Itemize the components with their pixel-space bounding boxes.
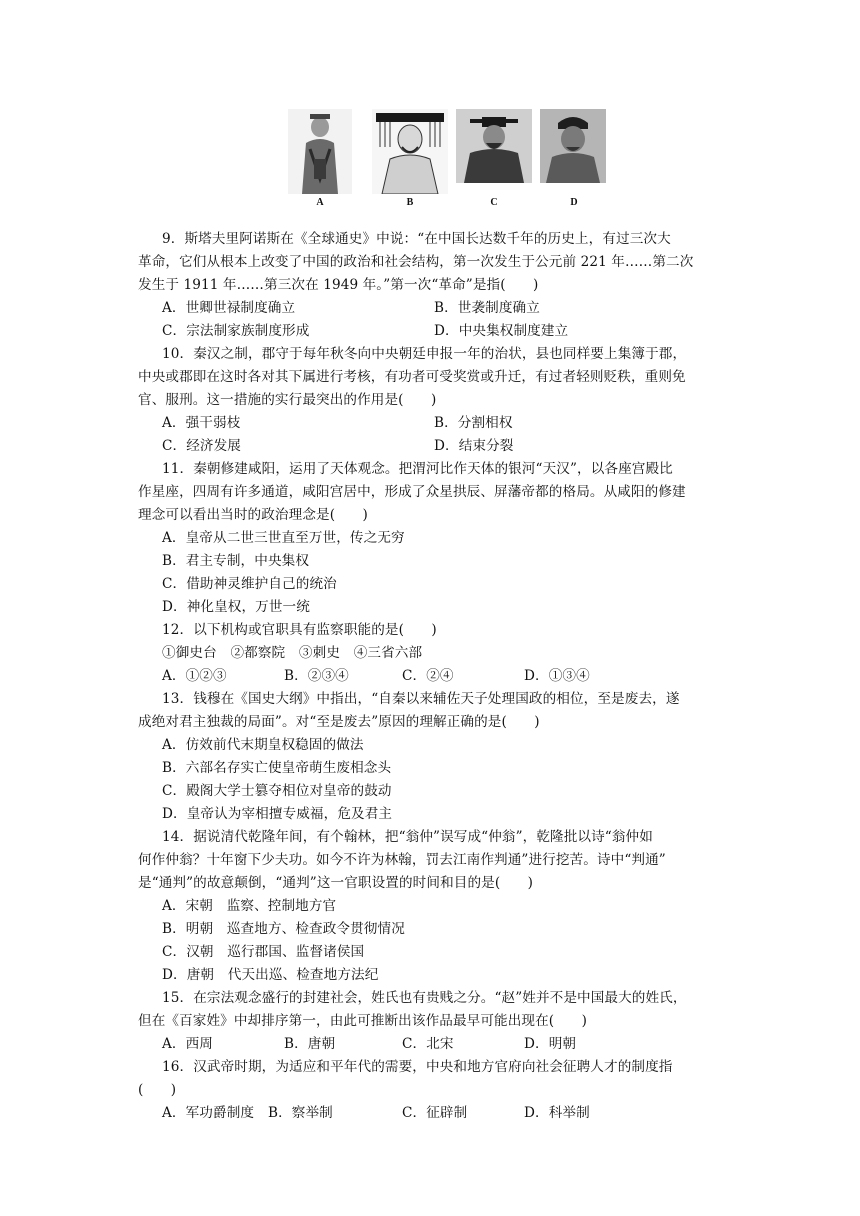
q10-option-b[interactable]: B．分割相权: [434, 415, 513, 431]
q14-line-2: 何作仲翁？十年窗下少夫功。如今不许为林翰，罚去江南作判通”进行挖苦。诗中“判通”: [138, 852, 666, 868]
portrait-figure: [288, 109, 608, 215]
q12-option-c[interactable]: C．②④: [402, 668, 454, 684]
q14-option-b[interactable]: B．明朝 巡查地方、检查政令贯彻情况: [162, 921, 405, 937]
portrait-c-label: C: [490, 197, 498, 208]
q10-line-1: 10．秦汉之制，郡守于每年秋冬向中央朝廷申报一年的治状，县也同样要上集簿于郡，: [162, 346, 687, 362]
q14-line-3: 是“通判”的故意颠倒，“通判”这一官职设置的时间和目的是( ): [138, 875, 534, 891]
q9-line-1: 9．斯塔夫里阿诺斯在《全球通史》中说：“在中国长达数千年的历史上，有过三次大: [162, 231, 671, 247]
q12-items: ①御史台 ②都察院 ③刺史 ④三省六部: [162, 645, 423, 661]
q14-line-1: 14．据说清代乾隆年间，有个翰林，把“翁仲”误写成“仲翁”，乾隆批以诗“翁仲如: [162, 829, 653, 845]
portrait-d-label: D: [570, 197, 578, 208]
portrait-b-label: B: [406, 197, 414, 208]
q10-option-a[interactable]: A．强干弱枝: [162, 415, 241, 431]
q15-line-1: 15．在宗法观念盛行的封建社会，姓氏也有贵贱之分。“赵”姓并不是中国最大的姓氏，: [162, 990, 687, 1006]
q11-option-c[interactable]: C．借助神灵维护自己的统治: [162, 576, 337, 592]
q16-option-c[interactable]: C．征辟制: [402, 1105, 468, 1121]
q13-option-c[interactable]: C．殿阁大学士篡夺相位对皇帝的鼓动: [162, 783, 392, 799]
q16-option-d[interactable]: D．科举制: [524, 1105, 590, 1121]
q13-option-a[interactable]: A．仿效前代末期皇权稳固的做法: [162, 737, 364, 753]
q9-option-b[interactable]: B．世袭制度确立: [434, 300, 540, 316]
q11-option-d[interactable]: D．神化皇权，万世一统: [162, 599, 310, 615]
q10-line-2: 中央或郡即在这时各对其下属进行考核，有功者可受奖赏或升迁，有过者轻则贬秩，重则免: [138, 369, 686, 385]
q15-option-c[interactable]: C．北宋: [402, 1036, 454, 1052]
q11-option-a[interactable]: A．皇帝从二世三世直至万世，传之无穷: [162, 530, 405, 546]
q16-option-b[interactable]: B．察举制: [268, 1105, 333, 1121]
portrait-c: [456, 109, 532, 183]
q9-option-a[interactable]: A．世卿世禄制度确立: [162, 300, 296, 316]
q12-line-1: 12．以下机构或官职具有监察职能的是( ): [162, 622, 437, 638]
q14-option-d[interactable]: D．唐朝 代天出巡、检查地方法纪: [162, 967, 379, 983]
q15-option-b[interactable]: B．唐朝: [284, 1036, 336, 1052]
q10-option-c[interactable]: C．经济发展: [162, 438, 241, 454]
portrait-a-label: A: [316, 197, 324, 208]
q9-option-c[interactable]: C．宗法制家族制度形成: [162, 323, 310, 339]
portrait-d: [540, 109, 606, 183]
q11-line-2: 作星座，四周有许多通道，咸阳宫居中，形成了众星拱辰、屏藩帝都的格局。从咸阳的修建: [138, 484, 686, 500]
q15-option-a[interactable]: A．西周: [162, 1036, 213, 1052]
q9-option-d[interactable]: D．中央集权制度建立: [434, 323, 569, 339]
q12-option-b[interactable]: B．②③④: [284, 668, 349, 684]
q9-line-3: 发生于 1911 年……第三次在 1949 年。”第一次“革命”是指( ): [138, 277, 539, 293]
q15-line-2: 但在《百家姓》中却排序第一，由此可推断出该作品最早可能出现在( ): [138, 1013, 588, 1029]
q13-option-d[interactable]: D．皇帝认为宰相擅专威福，危及君主: [162, 806, 393, 822]
q9-line-2: 革命，它们从根本上改变了中国的政治和社会结构，第一次发生于公元前 221 年……第二次: [138, 254, 694, 270]
q10-line-3: 官、服刑。这一措施的实行最突出的作用是( ): [138, 392, 437, 408]
q16-line-2: ( ): [138, 1082, 177, 1098]
q11-line-1: 11．秦朝修建咸阳，运用了天体观念。把渭河比作天体的银河“天汉”，以各座宫殿比: [162, 461, 673, 477]
q14-option-a[interactable]: A．宋朝 监察、控制地方官: [162, 898, 337, 914]
q13-line-1: 13．钱穆在《国史大纲》中指出，“自秦以来辅佐天子处理国政的相位，至是废去，遂: [162, 691, 680, 707]
q15-option-d[interactable]: D．明朝: [524, 1036, 577, 1052]
q12-option-d[interactable]: D．①③④: [524, 668, 590, 684]
q11-option-b[interactable]: B．君主专制，中央集权: [162, 553, 310, 569]
q12-option-a[interactable]: A．①②③: [162, 668, 227, 684]
portrait-a: [288, 109, 352, 194]
q13-line-2: 成绝对君主独裁的局面”。对“至是废去”原因的理解正确的是( ): [138, 714, 540, 730]
q16-option-a[interactable]: A．军功爵制度: [162, 1105, 255, 1121]
q14-option-c[interactable]: C．汉朝 巡行郡国、监督诸侯国: [162, 944, 365, 960]
portrait-b: [372, 109, 448, 194]
q13-option-b[interactable]: B．六部名存实亡使皇帝萌生废相念头: [162, 760, 392, 776]
q10-option-d[interactable]: D．结束分裂: [434, 438, 514, 454]
q16-line-1: 16．汉武帝时期，为适应和平年代的需要，中央和地方官府向社会征聘人才的制度指: [162, 1059, 673, 1075]
q11-line-3: 理念可以看出当时的政治理念是( ): [138, 507, 368, 523]
